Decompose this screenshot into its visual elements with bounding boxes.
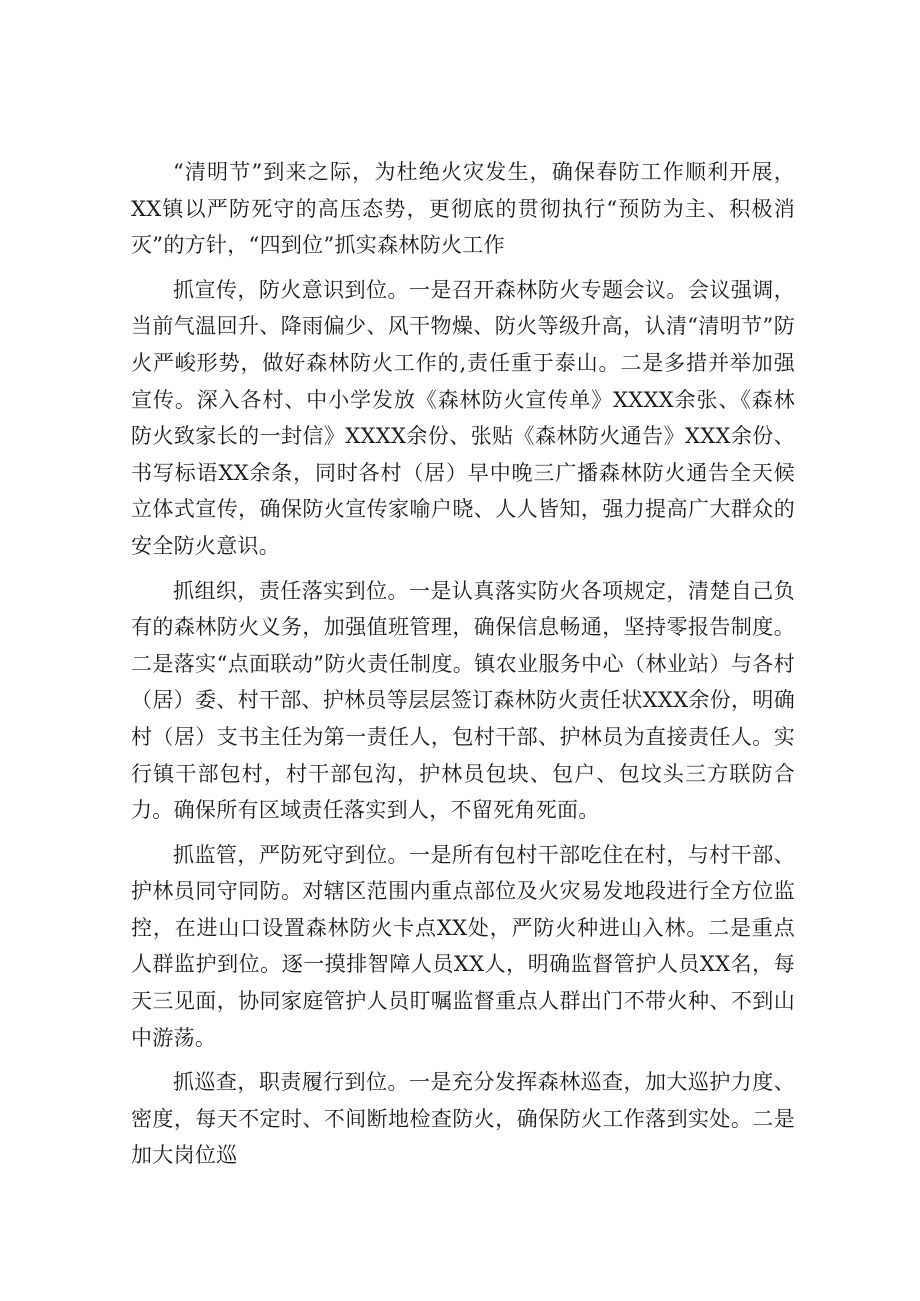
paragraph-organization: 抓组织，责任落实到位。一是认真落实防火各项规定，清楚自己负有的森林防火义务，加强值班管理，确保信息畅通，坚持零报告制度。二是落实“点面联动”防火责任制度。镇农业服务中心（林业站）与各村（居）委、村干部、护林员等层层签订森林防火责任状XXX余份，明确村（居）支书主任为第一责任人，包村干部、护林员为直接责任人。实行镇干部包村，村干部包沟，护林员包块、包户、包坟头三方联防合力。确保所有区域责任落实到人，不留死角死面。	[131, 578, 795, 823]
paragraph-supervision: 抓监管，严防死守到位。一是所有包村干部吃住在村，与村干部、护林员同守同防。对辖区范围内重点部位及火灾易发地段进行全方位监控，在进山口设置森林防火卡点XX处，严防火种进山入林。二是重点人群监护到位。逐一摸排智障人员XX人，明确监督管护人员XX名，每天三见面，协同家庭管护人员盯嘱监督重点人群出门不带火种、不到山中游荡。	[131, 842, 795, 1050]
document-body	[131, 154, 795, 1182]
paragraph-patrol: 抓巡查，职责履行到位。一是充分发挥森林巡查，加大巡护力度、密度，每天不定时、不间断地检查防火，确保防火工作落到实处。二是加大岗位巡	[131, 1070, 795, 1168]
paragraph-intro: “清明节”到来之际，为杜绝火灾发生，确保春防工作顺利开展，XX镇以严防死守的高压态势，更彻底的贯彻执行“预防为主、积极消灭”的方针，“四到位”抓实森林防火工作	[131, 160, 795, 258]
paragraph-publicity: 抓宣传，防火意识到位。一是召开森林防火专题会议。会议强调，当前气温回升、降雨偏少、风干物燥、防火等级升高，认清“清明节”防火严峻形势，做好森林防火工作的,责任重于泰山。二是多措并举加强宣传。深入各村、中小学发放《森林防火宣传单》XXXX余张、《森林防火致家长的一封信》XXXX余份、张贴《森林防火通告》XXX余份、书写标语XX余条，同时各村（居）早中晚三广播森林防火通告全天候立体式宣传，确保防火宣传家喻户晓、人人皆知，强力提高广大群众的安全防火意识。	[131, 277, 795, 558]
